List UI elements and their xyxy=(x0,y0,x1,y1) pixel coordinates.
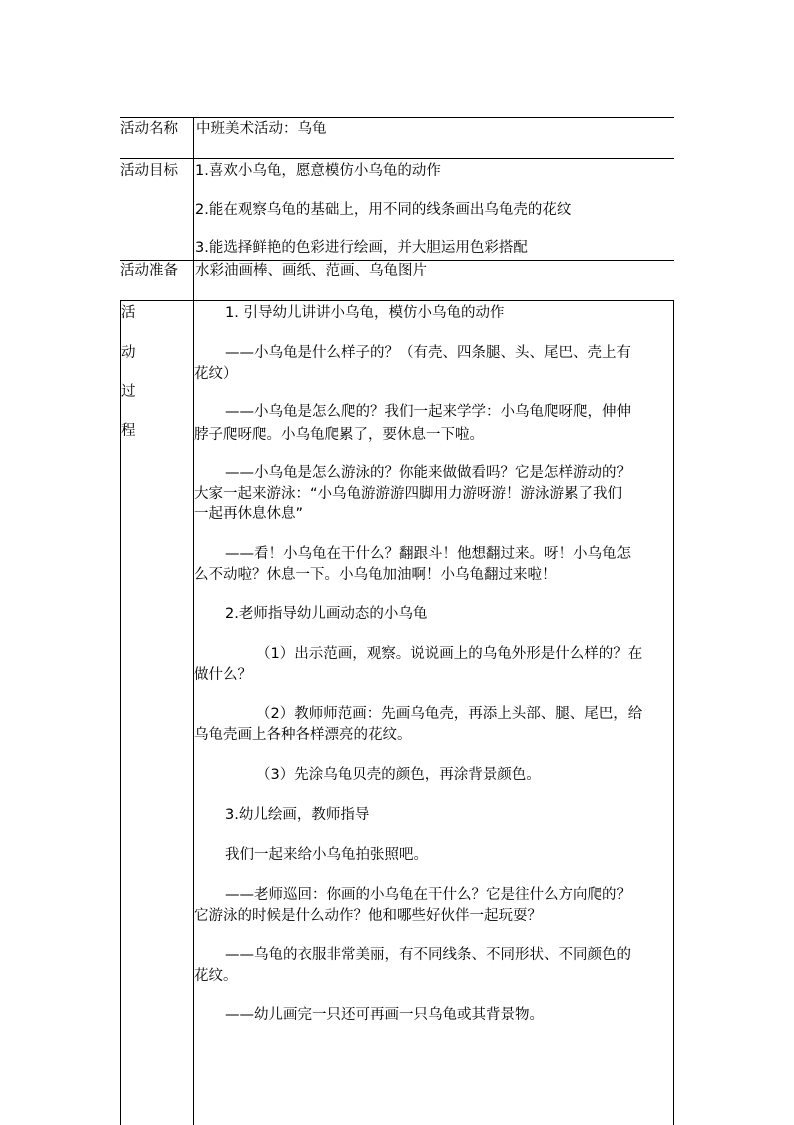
activity-prep-value: 水彩油画棒、画纸、范画、乌龟图片 xyxy=(195,263,427,279)
process-line: 一起再休息休息” xyxy=(194,506,304,522)
process-label-char: 过 xyxy=(121,384,136,400)
process-line: 花纹。 xyxy=(194,968,238,984)
row-label-activity-prep: 活动准备 xyxy=(120,263,178,279)
row-divider xyxy=(120,260,674,261)
process-line: ——老师巡回：你画的小乌龟在干什么？它是往什么方向爬的？ xyxy=(225,887,631,903)
process-label-char: 程 xyxy=(121,423,136,439)
process-line: 1. 引导幼儿讲讲小乌龟，模仿小乌龟的动作 xyxy=(225,305,505,321)
goal-item-1: 1.喜欢小乌龟，愿意模仿小乌龟的动作 xyxy=(195,163,441,179)
process-line: 2.老师指导幼儿画动态的小乌龟 xyxy=(225,606,428,622)
goal-item-2: 2.能在观察乌龟的基础上，用不同的线条画出乌龟壳的花纹 xyxy=(195,202,572,218)
process-line: 它游泳的时候是什么动作？他和哪些好伙伴一起玩耍？ xyxy=(194,908,542,924)
row-label-activity-goals: 活动目标 xyxy=(120,163,178,179)
process-line: ——看！小乌龟在干什么？翻跟斗！他想翻过来。呀！小乌龟怎 xyxy=(225,546,631,562)
process-line: 么不动啦？休息一下。小乌龟加油啊！小乌龟翻过来啦！ xyxy=(194,567,557,583)
process-line: ——小乌龟是什么样子的？（有壳、四条腿、头、尾巴、壳上有 xyxy=(225,345,631,361)
process-line: （2）教师师范画：先画乌龟壳，再添上头部、腿、尾巴，给 xyxy=(256,706,643,722)
row-divider xyxy=(120,300,674,301)
process-label-char: 动 xyxy=(121,345,136,361)
process-line: 大家一起来游泳：“小乌龟游游游四脚用力游呀游！游泳游累了我们 xyxy=(194,486,623,502)
process-line: 脖子爬呀爬。小乌龟爬累了，要休息一下啦。 xyxy=(194,427,484,443)
activity-name-value: 中班美术活动：乌龟 xyxy=(196,121,327,137)
process-line: 乌龟壳画上各种各样漂亮的花纹。 xyxy=(194,727,412,743)
process-line: （1）出示范画，观察。说说画上的乌龟外形是什么样的？在 xyxy=(256,646,643,662)
process-line: 花纹） xyxy=(194,366,238,382)
process-line: ——幼儿画完一只还可再画一只乌龟或其背景物。 xyxy=(225,1007,544,1023)
row-label-activity-name: 活动名称 xyxy=(120,121,178,137)
table-right-border xyxy=(673,300,674,1125)
process-line: 我们一起来给小乌龟拍张照吧。 xyxy=(225,847,428,863)
process-line: 做什么？ xyxy=(194,667,252,683)
table-top-border xyxy=(120,117,674,118)
process-line: ——乌龟的衣服非常美丽，有不同线条、不同形状、不同颜色的 xyxy=(225,947,631,963)
row-divider xyxy=(120,158,674,159)
process-line: （3）先涂乌龟贝壳的颜色，再涂背景颜色。 xyxy=(256,767,541,783)
process-line: ——小乌龟是怎么爬的？我们一起来学学：小乌龟爬呀爬，伸伸 xyxy=(225,404,631,420)
process-line: 3.幼儿绘画，教师指导 xyxy=(225,807,370,823)
process-line: ——小乌龟是怎么游泳的？你能来做做看吗？它是怎样游动的？ xyxy=(225,465,631,481)
process-label-char: 活 xyxy=(121,305,136,321)
goal-item-3: 3.能选择鲜艳的色彩进行绘画，并大胆运用色彩搭配 xyxy=(195,240,528,256)
